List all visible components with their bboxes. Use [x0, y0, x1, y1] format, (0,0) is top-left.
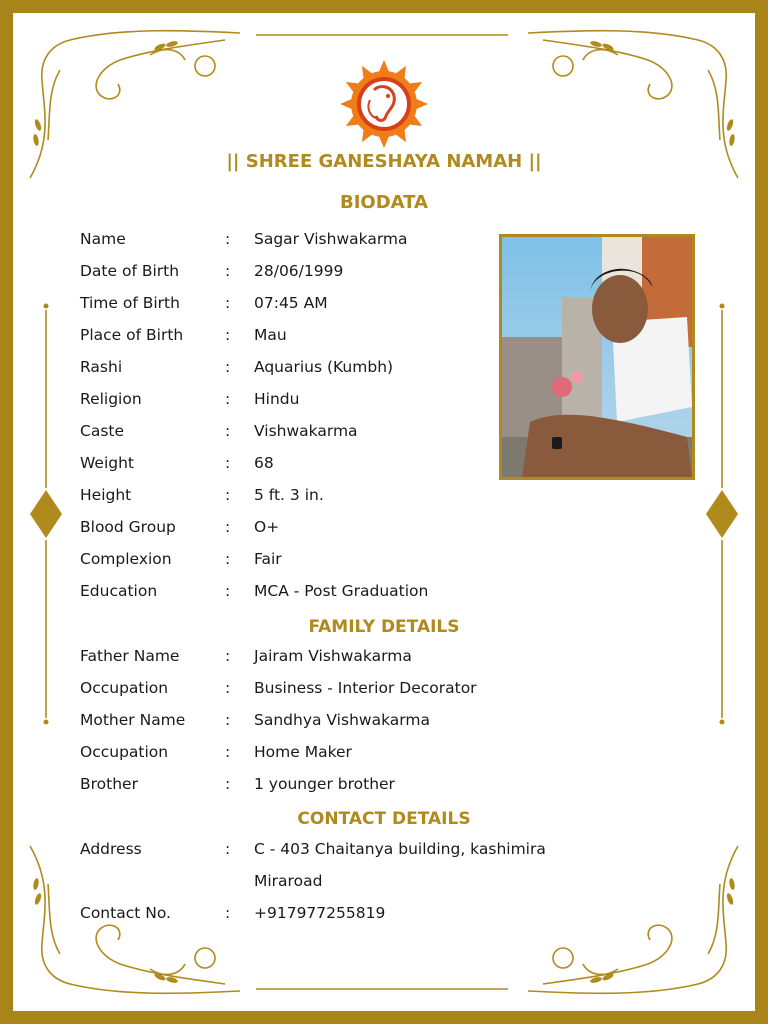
detail-value: Sandhya Vishwakarma	[254, 711, 430, 729]
detail-value: Hindu	[254, 390, 300, 408]
detail-label: Caste	[80, 422, 125, 440]
detail-label: Rashi	[80, 358, 123, 376]
detail-separator: :	[225, 422, 231, 440]
detail-separator: :	[225, 454, 231, 472]
detail-separator: :	[225, 743, 231, 761]
detail-separator: :	[225, 230, 231, 248]
detail-label: Religion	[80, 390, 142, 408]
detail-value: Business - Interior Decorator	[254, 679, 477, 697]
detail-value: 5 ft. 3 in.	[254, 486, 324, 504]
detail-value: Sagar Vishwakarma	[254, 230, 408, 248]
detail-separator: :	[225, 840, 231, 858]
detail-label: Place of Birth	[80, 326, 184, 344]
detail-value: Home Maker	[254, 743, 352, 761]
detail-label: Blood Group	[80, 518, 176, 536]
detail-label: Name	[80, 230, 126, 248]
detail-label: Weight	[80, 454, 135, 472]
detail-value: Aquarius (Kumbh)	[254, 358, 394, 376]
invocation-heading: || SHREE GANESHAYA NAMAH ||	[226, 151, 542, 172]
detail-label: Contact No.	[80, 904, 171, 922]
detail-separator: :	[225, 390, 231, 408]
detail-separator: :	[225, 582, 231, 600]
detail-value: Jairam Vishwakarma	[254, 647, 412, 665]
detail-value: O+	[254, 518, 280, 536]
detail-value: MCA - Post Graduation	[254, 582, 429, 600]
detail-label: Date of Birth	[80, 262, 180, 280]
address-line-1: C - 403 Chaitanya building, kashimira	[254, 840, 546, 858]
detail-value: Mau	[254, 326, 287, 344]
detail-value: 68	[254, 454, 274, 472]
detail-separator: :	[225, 711, 231, 729]
detail-separator: :	[225, 358, 231, 376]
detail-value: Fair	[254, 550, 282, 568]
detail-label: Time of Birth	[80, 294, 180, 312]
address-line-2: Miraroad	[254, 872, 323, 890]
detail-label: Height	[80, 486, 132, 504]
detail-value: 1 younger brother	[254, 775, 395, 793]
detail-label: Father Name	[80, 647, 180, 665]
detail-label: Occupation	[80, 743, 169, 761]
detail-separator: :	[225, 647, 231, 665]
detail-label: Brother	[80, 775, 138, 793]
detail-label: Occupation	[80, 679, 169, 697]
detail-separator: :	[225, 904, 231, 922]
family-details-heading: FAMILY DETAILS	[308, 617, 460, 637]
detail-separator: :	[225, 262, 231, 280]
contact-details-heading: CONTACT DETAILS	[297, 809, 471, 829]
detail-separator: :	[225, 775, 231, 793]
detail-label: Address	[80, 840, 142, 858]
detail-value: 28/06/1999	[254, 262, 344, 280]
detail-separator: :	[225, 486, 231, 504]
detail-separator: :	[225, 326, 231, 344]
detail-separator: :	[225, 679, 231, 697]
profile-photo-illustration	[502, 237, 692, 477]
detail-separator: :	[225, 294, 231, 312]
page-title: BIODATA	[339, 192, 428, 213]
ganesha-emblem-icon	[338, 60, 430, 148]
detail-value: Vishwakarma	[254, 422, 358, 440]
detail-separator: :	[225, 550, 231, 568]
detail-value: 07:45 AM	[254, 294, 328, 312]
profile-photo	[499, 234, 695, 480]
detail-label: Complexion	[80, 550, 172, 568]
detail-label: Education	[80, 582, 158, 600]
phone-number: +917977255819	[254, 904, 386, 922]
detail-label: Mother Name	[80, 711, 186, 729]
detail-separator: :	[225, 518, 231, 536]
